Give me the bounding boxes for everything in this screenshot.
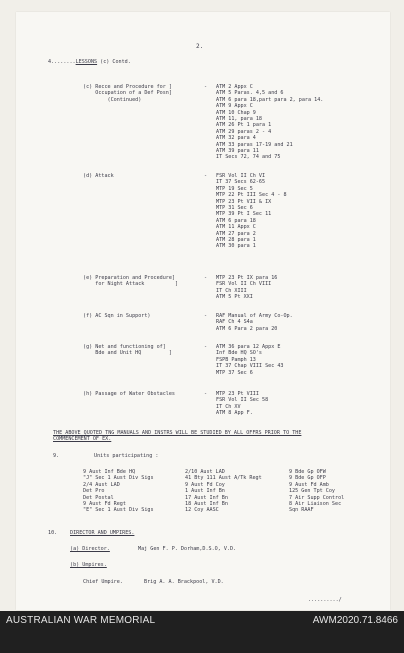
header-rest: (c) Contd. — [97, 59, 131, 65]
lesson-dash: - — [204, 84, 208, 90]
units-column: 2/10 Aust LAD 41 Bty 111 Aust A/Tk Regt 9 Aust Fd Coy 1 Aust Inf Bn 17 Aust Inf Bn 18 Aust Inf Bn 12 Coy AASC — [185, 469, 262, 514]
director-name: Maj Gen F. P. Dorham,D.S.O, V.D. — [138, 546, 237, 552]
lesson-topic: (c) Recce and Procedure for ] Occupation of a Def Posn] (Continued) — [83, 84, 172, 103]
lesson-references: FSR Vol II Ch VI IT 37 Secs 62-65 MTP 19 Sec 5 MTP 22 Pt III Sec 4 - 8 MTP 23 Pt VII & IX MTP 31 Sec 6 MTP 39 Pt I Sec 11 ATM 6 para 18 ATM 11 Appx C ATM 27 para 2 ATM 28 para 1 ATM 30 para 1 — [216, 173, 287, 250]
document-page — [16, 12, 390, 610]
header-title: LESSONS — [75, 59, 98, 65]
study-notice: THE ABOVE QUOTED TNG MANUALS AND INSTRS WILL BE STUDIED BY ALL OFFRS PRIOR TO THE COMMENCEMENT OF EX. — [53, 430, 302, 443]
chief-umpire-label: Chief Umpire. — [83, 579, 123, 585]
lesson-topic: (h) Passage of Water Obstacles — [83, 391, 176, 397]
units-column: 9 Aust Inf Bde HQ "J" Sec 1 Aust Div Sigs 2/4 Aust LAD Det Pro Det Postal 9 Aust Fd Regt "E" Sec 1 Aust Div Sigs — [83, 469, 154, 514]
continuation-mark: ........../ — [308, 597, 342, 603]
page-number: 2. — [196, 43, 204, 50]
lesson-references: RAF Manual of Army Co-Op. RAF Ch 4 S4a ATM 6 Para 2 para 20 — [216, 313, 293, 332]
section-number: 9. — [53, 453, 60, 459]
lesson-dash: - — [204, 344, 208, 350]
lesson-topic: (d) Attack — [83, 173, 114, 179]
director-label: (a) Director. — [70, 546, 110, 552]
lesson-references: ATM 2 Appx C ATM 5 Paras. 4,5 and 6 ATM 6 para 18,part para 2, para 14. ATM 9 Appx C ATM 10 Chap 9 ATM 11, para 18 ATM 26 Pt 1 para 1 ATM 29 paras 2 - 4 ATM 32 para 4 ATM 33 paras 17-19 and 21 ATM 39 para 11 IT Secs 72, 74 and 75 — [216, 84, 324, 161]
section-title: Units participating : — [94, 453, 159, 459]
section-title: DIRECTOR AND UMPIRES. — [70, 530, 135, 536]
record-id: AWM2020.71.8466 — [312, 615, 398, 626]
lesson-dash: - — [204, 391, 208, 397]
section-number: 10. — [48, 530, 58, 536]
section-header — [48, 59, 131, 65]
lesson-topic: (f) AC Sqn in Support) — [83, 313, 151, 319]
lesson-dash: - — [204, 173, 208, 179]
lesson-topic: (g) Net and functioning of] Bde and Unit HQ ] — [83, 344, 172, 357]
lesson-references: ATM 36 para 12 Appx E Inf Bde HQ SO's FSPB Pamph 13 IT 37 Chap VIII Sec 43 MTP 37 Sec 6 — [216, 344, 284, 376]
chief-umpire-name: Brig A. A. Brackpool, V.D. — [144, 579, 224, 585]
lesson-dash: - — [204, 313, 208, 319]
lesson-topic: (e) Preparation and Procedure] for Night Attack ] — [83, 275, 179, 288]
archive-footer — [0, 611, 404, 653]
institution-name: AUSTRALIAN WAR MEMORIAL — [6, 615, 156, 626]
header-prefix: 4........ — [48, 59, 76, 65]
lesson-references: MTP 23 Pt VIII FSR Vol II Sec 58 IT Ch XV ATM 8 App F. — [216, 391, 269, 417]
umpires-label: (b) Umpires. — [70, 562, 107, 568]
units-column: 9 Bde Gp OFW 9 Bde Gp OFP 9 Aust Fd Amb 125 Gen Tpt Coy 7 Air Supp Control 8 Air Liaison Sec Sqn RAAF — [289, 469, 345, 514]
lesson-references: MTP 23 Pt IX para 16 FSR Vol II Ch VIII IT Ch XIII ATM 5 Pt XXI — [216, 275, 278, 301]
lesson-dash: - — [204, 275, 208, 281]
